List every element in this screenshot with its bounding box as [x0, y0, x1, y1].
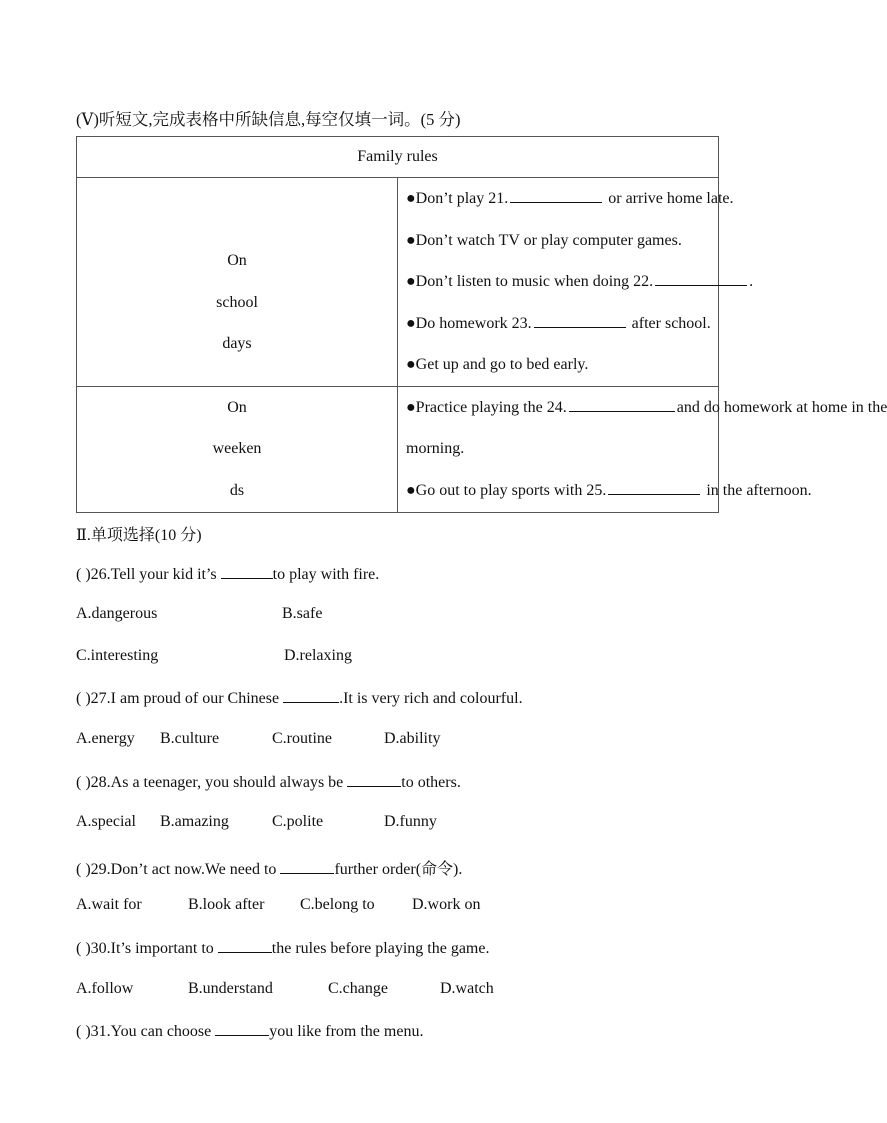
family-rules-table — [76, 136, 887, 513]
question-30: ( )30.It’s important to the rules before playing the game. — [76, 940, 490, 957]
option-c[interactable]: C.change — [328, 980, 388, 997]
rule-sleep: ●Get up and go to bed early. — [406, 356, 589, 373]
weekends-label: On weeken ds — [77, 386, 398, 512]
answer-blank[interactable] — [280, 859, 334, 874]
question-26: ( )26.Tell your kid it’s to play with fire. — [76, 566, 380, 583]
blank-23[interactable] — [534, 313, 626, 328]
question-28: ( )28.As a teenager, you should always be to others. — [76, 774, 461, 791]
blank-24[interactable] — [569, 397, 675, 412]
option-c[interactable]: C.belong to — [300, 896, 375, 913]
rule-24: ●Practice playing the 24. and do homework at home in the — [406, 398, 887, 416]
option-a[interactable]: A.dangerous — [76, 605, 158, 622]
answer-blank[interactable] — [283, 688, 339, 703]
answer-blank[interactable] — [215, 1021, 269, 1036]
rule-22: ●Don’t listen to music when doing 22. . — [406, 273, 754, 290]
answer-blank[interactable] — [347, 772, 401, 787]
option-a[interactable]: A.special — [76, 813, 136, 830]
option-d[interactable]: D.ability — [384, 730, 441, 747]
option-a[interactable]: A.follow — [76, 980, 134, 997]
option-a[interactable]: A.wait for — [76, 896, 142, 913]
school-days-rules — [398, 178, 754, 387]
answer-blank[interactable] — [218, 938, 272, 953]
option-d[interactable]: D.watch — [440, 980, 494, 997]
option-a[interactable]: A.energy — [76, 730, 135, 747]
option-b[interactable]: B.safe — [282, 605, 323, 622]
section-v-title: (Ⅴ)听短文,完成表格中所缺信息,每空仅填一词。(5 分) — [76, 110, 461, 129]
option-d[interactable]: D.relaxing — [284, 647, 352, 664]
rule-25: ●Go out to play sports with 25. in the afternoon. — [406, 481, 812, 499]
option-b[interactable]: B.look after — [188, 896, 265, 913]
section-ii-title: Ⅱ.单项选择(10 分) — [76, 527, 202, 544]
question-31: ( )31.You can choose you like from the menu. — [76, 1023, 424, 1040]
school-days-label: On school days — [77, 178, 398, 387]
option-b[interactable]: B.culture — [160, 730, 220, 747]
option-d[interactable]: D.work on — [412, 896, 481, 913]
answer-blank[interactable] — [221, 564, 273, 579]
rule-24-cont: morning. — [406, 440, 465, 457]
rule-21: ●Don’t play 21. or arrive home late. — [406, 190, 734, 207]
weekends-rules — [398, 386, 887, 512]
question-29: ( )29.Don’t act now.We need to further order(命令). — [76, 861, 463, 878]
option-c[interactable]: C.routine — [272, 730, 332, 747]
option-c[interactable]: C.polite — [272, 813, 324, 830]
blank-21[interactable] — [510, 188, 602, 203]
option-c[interactable]: C.interesting — [76, 647, 159, 664]
blank-22[interactable] — [655, 271, 747, 286]
option-b[interactable]: B.amazing — [160, 813, 229, 830]
rule-tv: ●Don’t watch TV or play computer games. — [406, 231, 682, 249]
option-b[interactable]: B.understand — [188, 980, 273, 997]
rule-23: ●Do homework 23. after school. — [406, 314, 711, 332]
option-d[interactable]: D.funny — [384, 813, 437, 830]
table-header: Family rules — [77, 137, 719, 178]
blank-25[interactable] — [608, 480, 700, 495]
question-27: ( )27.I am proud of our Chinese .It is very rich and colourful. — [76, 690, 523, 707]
